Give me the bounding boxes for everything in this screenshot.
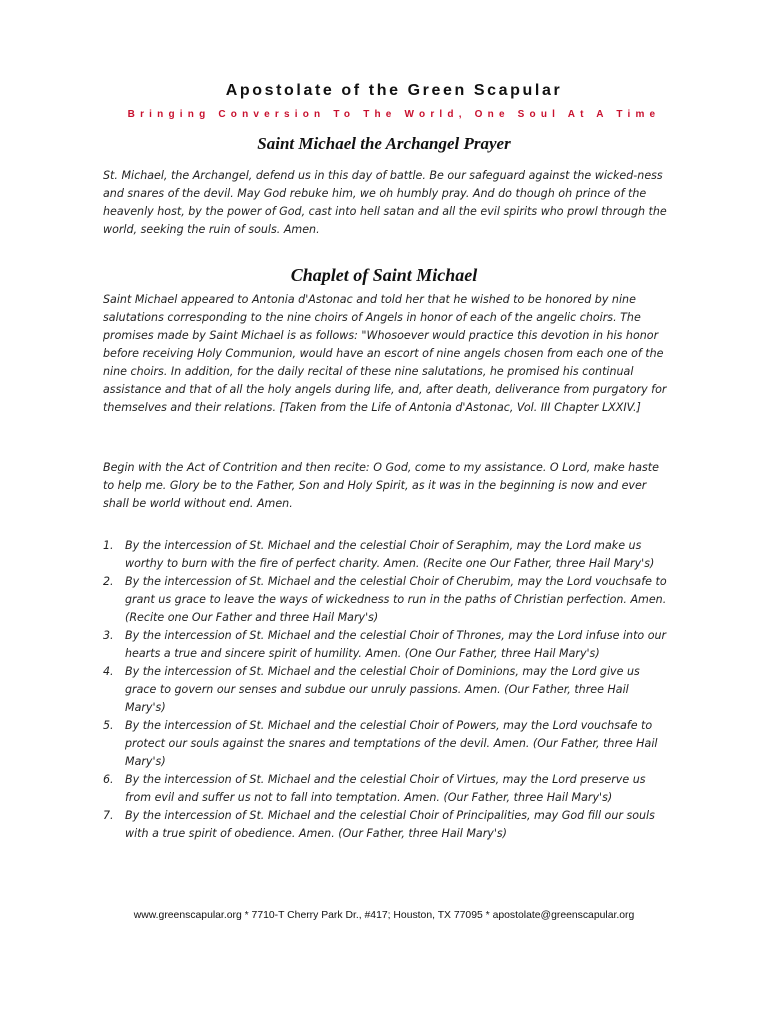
- list-item-text: By the intercession of St. Michael and the celestial Choir of Thrones, may the Lord infuse into our hearts a true and sincere spirit of humility. Amen. (One Our Father, three Hail Mary's): [125, 629, 667, 660]
- list-item: [103, 771, 671, 807]
- list-item: [103, 537, 671, 573]
- chaplet-intro: Saint Michael appeared to Antonia d'Astonac and told her that he wished to be honored by nine salutations corresponding to the nine choirs of Angels in honor of each of the angelic choirs. The promises made by Saint Michael is as follows: "Whosoever would practice this devotion in his honor before receiving Holy Communion, would have an escort of nine angels chosen from each one of the nine choirs. In addition, for the daily recital of these nine salutations, he promised his continual assistance and that of all the holy angels during life, and, after death, deliverance from purgatory for themselves and their relations. [Taken from the Life of Antonia d'Astonac, Vol. III Chapter LXXIV.]: [103, 293, 667, 414]
- list-item-number: 7.: [103, 809, 114, 822]
- chaplet-begin-instructions: Begin with the Act of Contrition and then recite: O God, come to my assistance. O Lord, make haste to help me. Glory be to the Father, Son and Holy Spirit, as it was in the beginning is now and ever shall be world without end. Amen.: [103, 461, 659, 510]
- chaplet-title: Chaplet of Saint Michael: [290, 265, 478, 285]
- list-item: [103, 663, 671, 717]
- tagline: Bringing Conversion To The World, One Soul At A Time: [127, 109, 661, 120]
- list-item-text: By the intercession of St. Michael and the celestial Choir of Cherubim, may the Lord vouchsafe to grant us grace to leave the ways of wickedness to run in the paths of Christian perfection. Amen. (Recite one Our Father and three Hail Mary's): [125, 575, 667, 624]
- list-item: [103, 807, 671, 843]
- footer-contact: www.greenscapular.org * 7710-T Cherry Park Dr., #417; Houston, TX 77095 * apostolate@greenscapular.org: [133, 910, 635, 921]
- list-item: [103, 717, 671, 771]
- list-item-number: 5.: [103, 719, 114, 732]
- prayer-title: Saint Michael the Archangel Prayer: [257, 134, 511, 153]
- organization-title: Apostolate of the Green Scapular: [225, 82, 563, 99]
- list-item-number: 6.: [103, 773, 114, 786]
- list-item-text: By the intercession of St. Michael and the celestial Choir of Dominions, may the Lord give us grace to govern our senses and subdue our unruly passions. Amen. (Our Father, three Hail Mary's): [125, 665, 640, 714]
- list-item-number: 3.: [103, 629, 114, 642]
- list-item-text: By the intercession of St. Michael and the celestial Choir of Powers, may the Lord vouchsafe to protect our souls against the snares and temptations of the devil. Amen. (Our Father, three Hail Mary's): [125, 719, 658, 768]
- list-item-number: 2.: [103, 575, 114, 588]
- list-item-text: By the intercession of St. Michael and the celestial Choir of Principalities, may God fill our souls with a true spirit of obedience. Amen. (Our Father, three Hail Mary's): [125, 809, 655, 840]
- list-item-number: 1.: [103, 539, 114, 552]
- prayer-text: St. Michael, the Archangel, defend us in this day of battle. Be our safeguard against the wicked-ness and snares of the devil. May God rebuke him, we oh humbly pray. And do though oh prince of the heavenly host, by the power of God, cast into hell satan and all the evil spirits who prowl through the world, seeking the ruin of souls. Amen.: [103, 169, 667, 236]
- list-item-text: By the intercession of St. Michael and the celestial Choir of Seraphim, may the Lord make us worthy to burn with the fire of perfect charity. Amen. (Recite one Our Father, three Hail Mary's): [125, 539, 655, 570]
- list-item-number: 4.: [103, 665, 114, 678]
- list-item: [103, 627, 671, 663]
- salutations-list: [103, 537, 671, 843]
- list-item: [103, 573, 671, 627]
- list-item-text: By the intercession of St. Michael and the celestial Choir of Virtues, may the Lord preserve us from evil and suffer us not to fall into temptation. Amen. (Our Father, three Hail Mary's): [125, 773, 646, 804]
